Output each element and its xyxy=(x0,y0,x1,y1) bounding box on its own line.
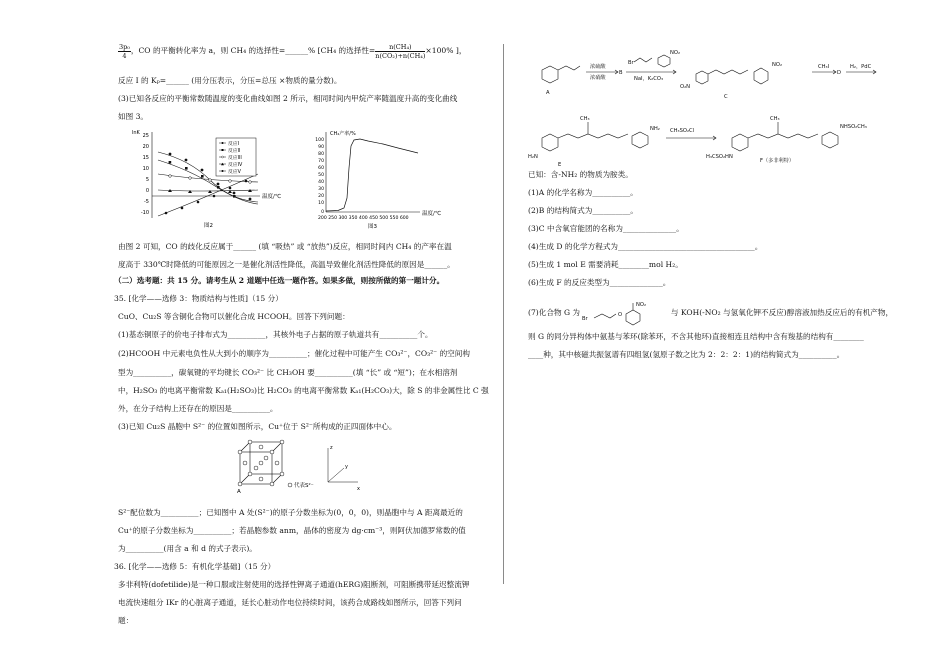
line-3-b: 如图 3。 xyxy=(118,112,149,121)
line-fig-conclusion-b: 度高于 330℃时降低的可能原因之一是催化剂活性降低，高温导致催化剂活性降低的原因是______。 xyxy=(118,260,455,269)
svg-text:10: 10 xyxy=(318,201,324,206)
fig3-xticks: 200 250 300 350 400 450 500 550 600 xyxy=(318,216,409,221)
reagent-no2: NO₂ xyxy=(670,50,681,56)
compound-c-label: C xyxy=(724,94,728,100)
fig2-ylabel: lnK xyxy=(132,130,140,136)
line-selectivity: $\frac{\text{3p₀}}{4}$ ，CO 的平衡转化率为 a，则 CH₄ 的选择性=______% [CH₄ 的选择性= $\frac{\text{n(CH₄)}}{\text{n(CO₂)+n(CH₄)}}$ ×100% ]， xyxy=(119,42,467,60)
q35-part2-c: 中，H₂SO₃ 的电离平衡常数 Kₐ₁(H₂SO₃)比 H₂CO₃ 的电离平衡常数 Kₐ₁(H₂CO₃)大，除 S 的非金属性比 C 强 xyxy=(118,386,489,395)
figure-3-methane-yield xyxy=(308,128,458,230)
crystal-point-a-label: A xyxy=(237,489,241,495)
legend-reaction-5: 反应V xyxy=(228,170,241,175)
q36-part3: (3)C 中含氧官能团的名称为______________。 xyxy=(528,224,684,233)
e-nh2-label: NH₂ xyxy=(650,126,660,132)
legend-reaction-1: 反应I xyxy=(228,142,240,147)
legend-reaction-2: 反应II xyxy=(228,149,241,154)
q36-part6: (6)生成 F 的反应类型为______________。 xyxy=(528,278,671,287)
svg-text:80: 80 xyxy=(318,152,324,157)
q36-intro-a: 多非利特(dofetilide)是一种口服或注射使用的选择性钾离子通道(hERG)阻断剂，可阻断携带延迟整流钾 xyxy=(118,580,470,589)
g-o-label: O xyxy=(618,312,623,318)
svg-text:10: 10 xyxy=(142,166,149,172)
q35-part2-d: 外，在分子结构上还存在的原因是__________。 xyxy=(118,404,278,413)
svg-text:20: 20 xyxy=(318,194,324,199)
svg-text:0: 0 xyxy=(321,210,324,215)
legend-reaction-4: 反应IV xyxy=(228,163,243,168)
q36-part2: (2)B 的结构简式为__________。 xyxy=(528,206,638,215)
svg-text:90: 90 xyxy=(318,145,324,150)
svg-text:30: 30 xyxy=(318,187,324,192)
o2n-label: O₂N xyxy=(680,84,691,90)
e-ch3-label: CH₃ xyxy=(580,116,590,122)
svg-text:40: 40 xyxy=(318,180,324,185)
q36-part4: (4)生成 D 的化学方程式为____________________________________。 xyxy=(528,242,763,251)
cond4-top: H₂，PdC xyxy=(850,64,872,70)
fraction-selectivity: $\frac{\text{n(CH₄)}}{\text{n(CO₂)+n(CH₄)}}$ xyxy=(375,42,426,60)
fig3-xlabel: 温度/℃ xyxy=(422,211,442,217)
svg-text:20: 20 xyxy=(142,144,149,150)
fig2-caption: 图2 xyxy=(204,223,213,229)
q35-part2-b: 型为__________，碳氧键的平均键长 CO₃²⁻ 比 CH₃OH 要__________(填 “长” 或 “短”)；在水相溶剂 xyxy=(118,368,458,377)
column-divider xyxy=(503,44,504,584)
crystal-legend: 代表S²⁻ xyxy=(294,483,314,489)
fig3-caption: 图3 xyxy=(368,224,377,230)
curve-reaction-4 xyxy=(158,190,258,191)
compound-g-structure xyxy=(582,300,668,326)
fig2-xlabel: 温度/℃ xyxy=(262,194,282,200)
svg-text:15: 15 xyxy=(142,155,149,161)
compound-b-label: B xyxy=(619,70,623,76)
cond1-top: 浓硫酸 xyxy=(590,64,606,70)
fig3-yield-curve xyxy=(326,139,418,211)
svg-text:25: 25 xyxy=(142,133,149,139)
q35-part3-b: Cu⁺的原子分数坐标为__________；若晶胞参数 anm，晶体的密度为 dg·cm⁻³，则阿伏加德罗常数的值 xyxy=(118,526,466,535)
q35-part3-c: 为__________(用含 a 和 d 的式子表示)。 xyxy=(118,544,257,553)
q35-part1: (1)基态铜原子的价电子排布式为__________，其核外电子占据的原子轨道共有__________个。 xyxy=(118,330,433,339)
g-no2-label: NO₂ xyxy=(636,302,647,308)
q36-part7-line: (7)化合物 G 为 Br O NO₂ 与 KOH(-NO₂ 与氢氧化钾不反应)醇溶液加热反应后的有机产物， xyxy=(528,300,893,326)
f-h3cso2hn-label: H₃CSO₂HN xyxy=(706,154,733,160)
compound-d-label: D xyxy=(837,70,841,76)
cu2s-unit-cell-figure xyxy=(230,438,370,496)
cond5-top: CH₃SO₂Cl xyxy=(670,128,695,134)
e-h2n-label: H₂N xyxy=(528,154,538,160)
compound-e-label: E xyxy=(558,162,562,168)
figure-2-lnk-vs-temperature xyxy=(130,130,298,230)
q35-part3-a: S²⁻配位数为__________；已知图中 A 处(S²⁻)的原子分数坐标为(0，0，0)，则晶胞中与 A 距离最近的 xyxy=(118,508,463,517)
line-kp: 反应 I 的 Kₚ=______ (用分压表示，分压=总压 ×物质的量分数)。 xyxy=(118,76,342,85)
reagent-br: Br xyxy=(628,60,634,66)
axis-y-label: y xyxy=(345,464,348,470)
legend-reaction-3: 反应III xyxy=(228,156,242,161)
svg-text:-10: -10 xyxy=(140,210,149,216)
cond1-bottom: 浓硝酸 xyxy=(590,75,606,81)
q36-part7-c: ____种，其中核磁共振氢谱有四组氢(氢原子数之比为 2：2：2：1)的结构简式为__________。 xyxy=(528,350,845,359)
g-br-label: Br xyxy=(582,316,589,322)
q35-intro: CuO、Cu₂S 等含铜化合物可以催化合成 HCOOH。回答下列问题： xyxy=(118,312,350,321)
svg-text:0: 0 xyxy=(145,188,149,194)
svg-text:-5: -5 xyxy=(144,199,149,205)
curve-reaction-5 xyxy=(158,174,258,216)
svg-text:50: 50 xyxy=(318,173,324,178)
q36-part1: (1)A 的化学名称为__________。 xyxy=(528,188,638,197)
q35-part2-a: (2)HCOOH 中元素电负性从大到小的顺序为__________；催化过程中可能产生 CO₃²⁻，CO₃²⁻ 的空间构 xyxy=(118,349,470,358)
optional-section-heading: （二）选考题：共 15 分。请考生从 2 道题中任选一题作答。如果多做，则按所做的第一题计分。 xyxy=(114,276,445,285)
given-note: 已知：含-NH₂ 的物质为胺类。 xyxy=(528,170,633,179)
svg-text:60: 60 xyxy=(318,166,324,171)
line-3-a: (3)已知各反应的平衡常数随温度的变化曲线如图 2 所示，相同时间内甲烷产率随温度升高的变化曲线 xyxy=(118,94,458,103)
q35-part3: (3)已知 Cu₂S 晶胞中 S²⁻ 的位置如图所示，Cu⁺位于 S²⁻所构成的正四面体中心。 xyxy=(118,422,397,431)
c-no2-label: NO₂ xyxy=(772,62,783,68)
svg-text:100: 100 xyxy=(315,138,324,143)
q36-intro-b: 电流快速组分 IKr 的心脏离子通道，延长心脏动作电位持续时间，该药合成路线如图所示，回答下列问 xyxy=(118,598,462,607)
cond2-bottom: NaI，K₂CO₃ xyxy=(634,76,664,82)
compound-a-label: A xyxy=(546,90,550,96)
fig3-ylabel: CH₄产率/% xyxy=(330,131,356,137)
line-fig-conclusion-a: 由图 2 可知，CO 的歧化反应属于______ (填 “吸热” 或 “放热”)反应，相同时间内 CH₄ 的产率在温 xyxy=(118,242,452,251)
q36-intro-c: 题： xyxy=(118,616,134,625)
question-36-heading: 36. [化学——选修 5：有机化学基础]（15 分） xyxy=(114,562,276,571)
compound-f-label: F（多非利特） xyxy=(760,158,795,164)
svg-text:70: 70 xyxy=(318,159,324,164)
axis-z-label: z xyxy=(330,445,333,451)
q36-part7-b: 则 G 的同分异构体中氨基与苯环(除苯环，不含其他环)直接相连且结构中含有羧基的结构有________ xyxy=(528,332,864,341)
synthesis-route-scheme xyxy=(528,42,908,168)
svg-text:5: 5 xyxy=(145,177,149,183)
cond3-top: CH₃I xyxy=(818,64,830,70)
fraction-3p0-over-4: $\frac{\text{3p₀}}{4}$ xyxy=(119,42,130,60)
question-35-heading: 35. [化学——选修 3：物质结构与性质]（15 分） xyxy=(114,294,283,303)
axis-x-label: x xyxy=(357,486,360,492)
f-ch3-label: CH₃ xyxy=(770,116,780,122)
q36-part5: (5)生成 1 mol E 需要消耗________mol H₂。 xyxy=(528,260,683,269)
f-nhso2ch3-label: NHSO₂CH₃ xyxy=(840,124,867,130)
